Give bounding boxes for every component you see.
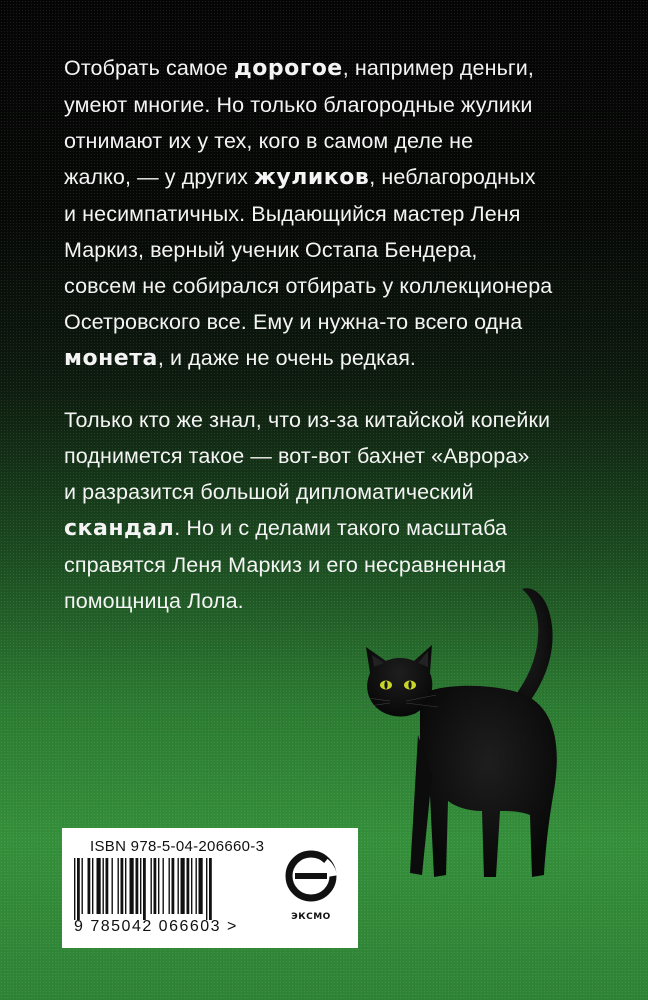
barcode-digits: 9 785042 066603 > (74, 918, 238, 935)
emphasis-word: монета (64, 346, 158, 371)
text-line: Осетровского все. Ему и нужна-то всего одна (64, 310, 523, 334)
paragraph-1 (64, 50, 624, 377)
text-line: монета, и даже не очень редкая. (64, 346, 417, 371)
text-line: Отобрать самое дорогое, например деньги, (64, 56, 534, 81)
barcode-icon (72, 858, 272, 920)
text-line: и несимпатичных. Выдающийся мастер Леня (64, 202, 521, 226)
text-line: отнимают их у тех, кого в самом деле не (64, 129, 474, 153)
text-line: скандал. Но и с делами такого масштаба (64, 516, 508, 541)
emphasis-word: жуликов (254, 165, 370, 190)
publisher-name: ЭКСМО (291, 912, 331, 922)
black-cat-illustration (360, 575, 600, 885)
text-line: Только кто же знал, что из-за китайской копейки (64, 408, 551, 432)
text-line: умеют многие. Но только благородные жулики (64, 93, 533, 117)
emphasis-word: скандал (64, 516, 175, 541)
emphasis-word: дорогое (233, 56, 343, 81)
text-line: жалко, — у других жуликов, неблагородных (64, 165, 536, 190)
text-line: совсем не собирался отбирать у коллекционера (64, 274, 553, 298)
text-line: Маркиз, верный ученик Остапа Бендера, (64, 238, 478, 262)
text-line: поднимется такое — вот-вот бахнет «Аврора» (64, 444, 530, 468)
text-line: справятся Леня Маркиз и его несравненная (64, 553, 507, 577)
text-line: и разразится большой дипломатический (64, 480, 474, 504)
isbn-number: ISBN 978-5-04-206660-3 (90, 838, 265, 855)
text-line: помощница Лола. (64, 589, 244, 613)
